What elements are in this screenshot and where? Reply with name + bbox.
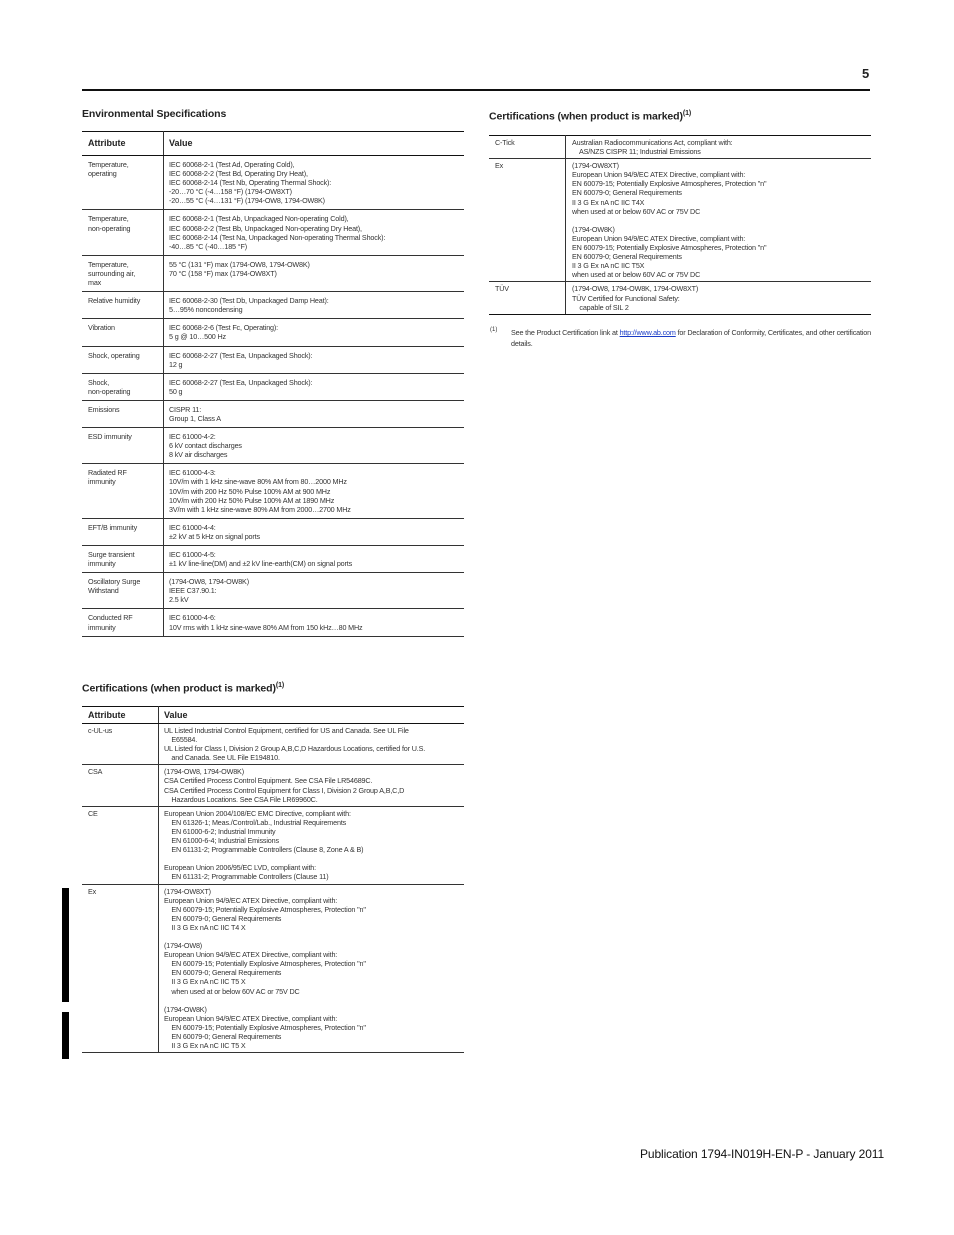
cell-line: EN 61326-1; Meas./Control/Lab., Industrial Requirements — [164, 817, 347, 827]
cell-line: surrounding air, — [88, 268, 136, 278]
table-row — [82, 724, 464, 765]
table-row — [82, 156, 464, 210]
value-cell — [566, 282, 872, 314]
cell-line: 10V/m with 200 Hz 50% Pulse 100% AM at 1890 MHz — [169, 495, 335, 505]
cell-line: EN 60079-15; Potentially Explosive Atmospheres, Protection "n" — [164, 959, 366, 969]
table-row — [82, 319, 464, 346]
cell-line: IEC 61000-4-2: — [169, 432, 216, 442]
cell-line: max — [88, 278, 102, 288]
table-row — [82, 210, 464, 255]
cell-line: c-UL-us — [88, 726, 113, 735]
cell-line: -40…85 °C (-40…185 °F) — [169, 241, 247, 251]
cell-line: (1794-OW8XT) — [164, 886, 211, 896]
value-cell — [164, 464, 465, 518]
cell-line: EN 60079-0; General Requirements — [164, 968, 282, 978]
cell-line: (1794-OW8, 1794-OW8K) — [164, 767, 244, 777]
attribute-cell — [82, 884, 159, 1053]
cert-left-title: Certifications (when product is marked)$^{(1)}$ — [82, 682, 285, 695]
value-cell — [164, 255, 465, 291]
table-row — [82, 373, 464, 400]
cell-line: 5…95% noncondensing — [169, 305, 243, 315]
value-cell — [164, 546, 465, 573]
cell-line: immunity — [88, 622, 116, 632]
cell-line: IEC 60068-2-6 (Test Fc, Operating): — [169, 323, 278, 333]
cell-line: 6 kV contact discharges — [169, 441, 242, 451]
cell-line: EN 60079-15; Potentially Explosive Atmospheres, Protection "n" — [164, 904, 366, 914]
cell-line: European Union 94/9/EC ATEX Directive, compliant with: — [572, 233, 746, 243]
cell-line: -20…55 °C (-4…131 °F) (1794-OW8, 1794-OW8K) — [169, 196, 325, 206]
cell-line: TÜV — [495, 284, 509, 294]
cell-line: Temperature, — [88, 214, 129, 224]
cert-left-table — [82, 706, 464, 1053]
cell-line: IEC 60068-2-27 (Test Ea, Unpackaged Shock): — [169, 350, 313, 360]
table-row — [489, 136, 871, 159]
page-number: 5 — [862, 66, 870, 81]
cell-line: II 3 G Ex nA nC IIC T5X — [572, 261, 645, 271]
cell-line: EN 60079-15; Potentially Explosive Atmospheres, Protection "n" — [572, 243, 767, 253]
cell-line: European Union 94/9/EC ATEX Directive, compliant with: — [164, 950, 338, 960]
ab-com-link[interactable]: http://www.ab.com — [619, 328, 676, 337]
cell-line: -20…70 °C (-4…158 °F) (1794-OW8XT) — [169, 187, 292, 197]
attribute-cell — [489, 282, 566, 314]
cell-line: Surge transient — [88, 550, 135, 559]
cell-line: EN 60079-0; General Requirements — [572, 188, 682, 198]
value-cell — [566, 136, 872, 159]
cert-right-title: Certifications (when product is marked)$^{(1)}$ — [489, 110, 692, 123]
table-row — [82, 573, 464, 609]
cell-line: CE — [88, 808, 98, 818]
cell-line: CSA Certified Process Control Equipment. See CSA File LR54689C. — [164, 776, 373, 786]
cell-line: Oscillatory Surge — [88, 577, 141, 587]
attribute-cell — [82, 765, 159, 806]
attribute-cell — [82, 210, 164, 255]
cell-line: Relative humidity — [88, 296, 141, 306]
table-row — [489, 282, 871, 314]
cell-line: 10V/m with 200 Hz 50% Pulse 100% AM at 900 MHz — [169, 486, 331, 496]
cell-line: EN 61000-6-4; Industrial Emissions — [164, 836, 279, 846]
cell-line: EN 61000-6-2; Industrial Immunity — [164, 826, 276, 836]
attribute-cell — [82, 724, 159, 765]
value-cell — [159, 724, 465, 765]
cell-line: when used at or below 60V AC or 75V DC — [572, 206, 701, 216]
value-cell — [159, 765, 465, 806]
attribute-cell — [82, 319, 164, 346]
cell-line: CSA — [88, 767, 103, 777]
attribute-cell — [489, 159, 566, 282]
attribute-cell — [82, 292, 164, 319]
cell-line: TÜV Certified for Functional Safety: — [572, 293, 680, 303]
cell-line: Hazardous Locations. See CSA File LR69960C. — [164, 794, 318, 804]
cell-line: 10V/m with 1 kHz sine-wave 80% AM from 80…2000 MHz — [169, 477, 347, 487]
cell-line: (1794-OW8) — [164, 941, 203, 951]
env-specs-body — [82, 156, 464, 637]
attribute-cell — [82, 373, 164, 400]
cell-line: II 3 G Ex nA nC IIC T4 X — [164, 922, 246, 932]
cell-line: immunity — [88, 559, 116, 569]
cell-line: IEC 61000-4-4: — [169, 522, 216, 532]
top-rule — [82, 89, 870, 91]
value-cell — [164, 292, 465, 319]
cell-line: E65584. — [164, 735, 198, 745]
table-row — [489, 159, 871, 282]
table-row — [82, 292, 464, 319]
attribute-cell — [82, 400, 164, 427]
cell-line: European Union 94/9/EC ATEX Directive, compliant with: — [572, 170, 746, 180]
env-header-attribute: Attribute — [82, 132, 164, 156]
table-row — [82, 255, 464, 291]
cell-line: 10V rms with 1 kHz sine-wave 80% AM from 150 kHz…80 MHz — [169, 622, 363, 632]
value-cell — [164, 609, 465, 636]
cell-line — [164, 932, 464, 941]
attribute-cell — [82, 255, 164, 291]
cell-line: UL Listed for Class I, Division 2 Group A,B,C,D Hazardous Locations, certified for U.S. — [164, 744, 426, 754]
cell-line: when used at or below 60V AC or 75V DC — [572, 270, 701, 280]
cell-line: European Union 2006/95/EC LVD, compliant with: — [164, 863, 316, 873]
cell-line: EN 61131-2; Programmable Controllers (Clause 11) — [164, 872, 329, 882]
cell-line: (1794-OW8K) — [572, 224, 615, 234]
footnote-text: See the Product Certification link at http://www.ab.com for Declaration of Conformity, Certificates, and other certification details. — [511, 328, 871, 348]
cert-header-attribute: Attribute — [82, 707, 159, 724]
value-cell — [164, 400, 465, 427]
cell-line: immunity — [88, 477, 116, 487]
cell-line: EN 60079-15; Potentially Explosive Atmospheres, Protection "n" — [572, 179, 767, 189]
cell-line: European Union 94/9/EC ATEX Directive, compliant with: — [164, 1013, 338, 1023]
cell-line: IEC 60068-2-14 (Test Nb, Operating Thermal Shock): — [169, 178, 332, 188]
cell-line: (1794-OW8K) — [164, 1004, 207, 1014]
value-cell — [566, 159, 872, 282]
table-row — [82, 765, 464, 806]
attribute-cell — [489, 136, 566, 159]
cell-line: EN 60079-15; Potentially Explosive Atmospheres, Protection "n" — [164, 1022, 366, 1032]
value-cell — [164, 319, 465, 346]
cell-line: Vibration — [88, 323, 115, 333]
cell-line: 2.5 kV — [169, 595, 189, 605]
cell-line: Ex — [495, 161, 504, 171]
cell-line: ±2 kV at 5 kHz on signal ports — [169, 531, 260, 541]
cell-line: (1794-OW8XT) — [572, 161, 619, 171]
cell-line: EN 61131-2; Programmable Controllers (Clause 8, Zone A & B) — [164, 845, 364, 855]
cell-line: 5 g @ 10…500 Hz — [169, 332, 226, 342]
cell-line: Australian Radiocommunications Act, compliant with: — [572, 138, 733, 147]
cell-line: Ex — [88, 886, 97, 896]
cell-line: IEC 61000-4-6: — [169, 613, 216, 623]
cell-line: IEC 60068-2-27 (Test Ea, Unpackaged Shock): — [169, 377, 313, 387]
env-header-value: Value — [164, 132, 465, 156]
value-cell — [164, 428, 465, 464]
cell-line: Conducted RF — [88, 613, 133, 623]
cell-line: European Union 2004/108/EC EMC Directive, compliant with: — [164, 808, 351, 818]
attribute-cell — [82, 464, 164, 518]
cell-line: IEC 60068-2-1 (Test Ab, Unpackaged Non-operating Cold), — [169, 214, 349, 224]
cell-line: 3V/m with 1 kHz sine-wave 80% AM from 2000…2700 MHz — [169, 504, 351, 514]
cell-line: EN 60079-0; General Requirements — [164, 913, 282, 923]
cell-line: IEC 61000-4-5: — [169, 550, 216, 559]
cell-line: 70 °C (158 °F) max (1794-OW8XT) — [169, 268, 277, 278]
change-bar — [62, 888, 69, 1002]
table-row — [82, 428, 464, 464]
cell-line: ±1 kV line-line(DM) and ±2 kV line-earth(CM) on signal ports — [169, 559, 353, 569]
cell-line: EFT/B immunity — [88, 522, 138, 532]
table-row — [82, 400, 464, 427]
cell-line: Temperature, — [88, 259, 129, 269]
cert-left-body — [82, 724, 464, 1053]
cell-line: IEC 60068-2-1 (Test Ad, Operating Cold), — [169, 160, 295, 169]
table-row — [82, 464, 464, 518]
cell-line — [164, 996, 464, 1005]
cell-line: 55 °C (131 °F) max (1794-OW8, 1794-OW8K) — [169, 259, 310, 269]
cell-line: IEEE C37.90.1: — [169, 586, 217, 596]
attribute-cell — [82, 546, 164, 573]
cert-header-value: Value — [159, 707, 465, 724]
cell-line: IEC 60068-2-30 (Test Db, Unpackaged Damp Heat): — [169, 296, 329, 306]
cell-line: (1794-OW8, 1794-OW8K) — [169, 577, 249, 587]
cell-line: IEC 61000-4-3: — [169, 468, 216, 478]
table-row — [82, 346, 464, 373]
table-row — [82, 609, 464, 636]
cert-right-body — [489, 136, 871, 315]
value-cell — [164, 573, 465, 609]
cell-line: non-operating — [88, 386, 131, 396]
cell-line: Radiated RF — [88, 468, 127, 478]
cell-line: ESD immunity — [88, 432, 132, 442]
env-specs-title: Environmental Specifications — [82, 108, 227, 120]
table-row — [82, 884, 464, 1053]
cert-right-table — [489, 135, 871, 315]
cell-line: capable of SIL 2 — [572, 302, 629, 312]
cell-line: EN 60079-0; General Requirements — [572, 252, 682, 262]
footnote-mark: (1) — [490, 327, 498, 333]
table-row — [82, 518, 464, 545]
cell-line: EN 60079-0; General Requirements — [164, 1032, 282, 1041]
cell-line: CISPR 11: — [169, 404, 202, 414]
cell-line: UL Listed Industrial Control Equipment, certified for US and Canada. See UL File — [164, 726, 409, 735]
cell-line: II 3 G Ex nA nC IIC T4X — [572, 197, 645, 207]
cell-line: 12 g — [169, 359, 183, 369]
cell-line: CSA Certified Process Control Equipment for Class I, Division 2 Group A,B,C,D — [164, 785, 405, 795]
publication-footer: Publication 1794-IN019H-EN-P - January 2011 — [640, 1147, 885, 1161]
attribute-cell — [82, 346, 164, 373]
attribute-cell — [82, 428, 164, 464]
value-cell — [159, 806, 465, 884]
attribute-cell — [82, 156, 164, 210]
cell-line: European Union 94/9/EC ATEX Directive, compliant with: — [164, 895, 338, 905]
cell-line: AS/NZS CISPR 11; Industrial Emissions — [572, 147, 701, 157]
value-cell — [164, 210, 465, 255]
cell-line: 8 kV air discharges — [169, 450, 228, 460]
cell-line: II 3 G Ex nA nC IIC T5 X — [164, 1041, 246, 1051]
value-cell — [164, 346, 465, 373]
attribute-cell — [82, 806, 159, 884]
attribute-cell — [82, 518, 164, 545]
cell-line: C-Tick — [495, 138, 515, 147]
attribute-cell — [82, 609, 164, 636]
value-cell — [164, 518, 465, 545]
cell-line: when used at or below 60V AC or 75V DC — [164, 986, 300, 996]
table-row — [82, 806, 464, 884]
cell-line: Withstand — [88, 586, 119, 596]
cell-line: IEC 60068-2-14 (Test Na, Unpackaged Non-operating Thermal Shock): — [169, 232, 386, 242]
cell-line: Group 1, Class A — [169, 413, 221, 423]
cell-line: and Canada. See UL File E194810. — [164, 753, 280, 763]
env-specs-table — [82, 131, 464, 637]
cell-line: IEC 60068-2-2 (Test Bd, Operating Dry Heat), — [169, 169, 308, 179]
cell-line: Emissions — [88, 404, 120, 414]
cell-line: IEC 60068-2-2 (Test Bb, Unpackaged Non-operating Dry Heat), — [169, 223, 362, 233]
cell-line: (1794-OW8, 1794-OW8K, 1794-OW8XT) — [572, 284, 699, 294]
change-bar — [62, 1012, 69, 1059]
attribute-cell — [82, 573, 164, 609]
value-cell — [164, 156, 465, 210]
value-cell — [159, 884, 465, 1053]
cell-line: operating — [88, 169, 117, 179]
cell-line: II 3 G Ex nA nC IIC T5 X — [164, 977, 246, 987]
table-row — [82, 546, 464, 573]
cell-line: 50 g — [169, 386, 183, 396]
value-cell — [164, 373, 465, 400]
cell-line — [572, 216, 871, 225]
cell-line: non-operating — [88, 223, 131, 233]
cell-line: Temperature, — [88, 160, 129, 169]
cell-line: Shock, operating — [88, 350, 140, 360]
cell-line: Shock, — [88, 377, 110, 387]
cell-line — [164, 854, 464, 863]
